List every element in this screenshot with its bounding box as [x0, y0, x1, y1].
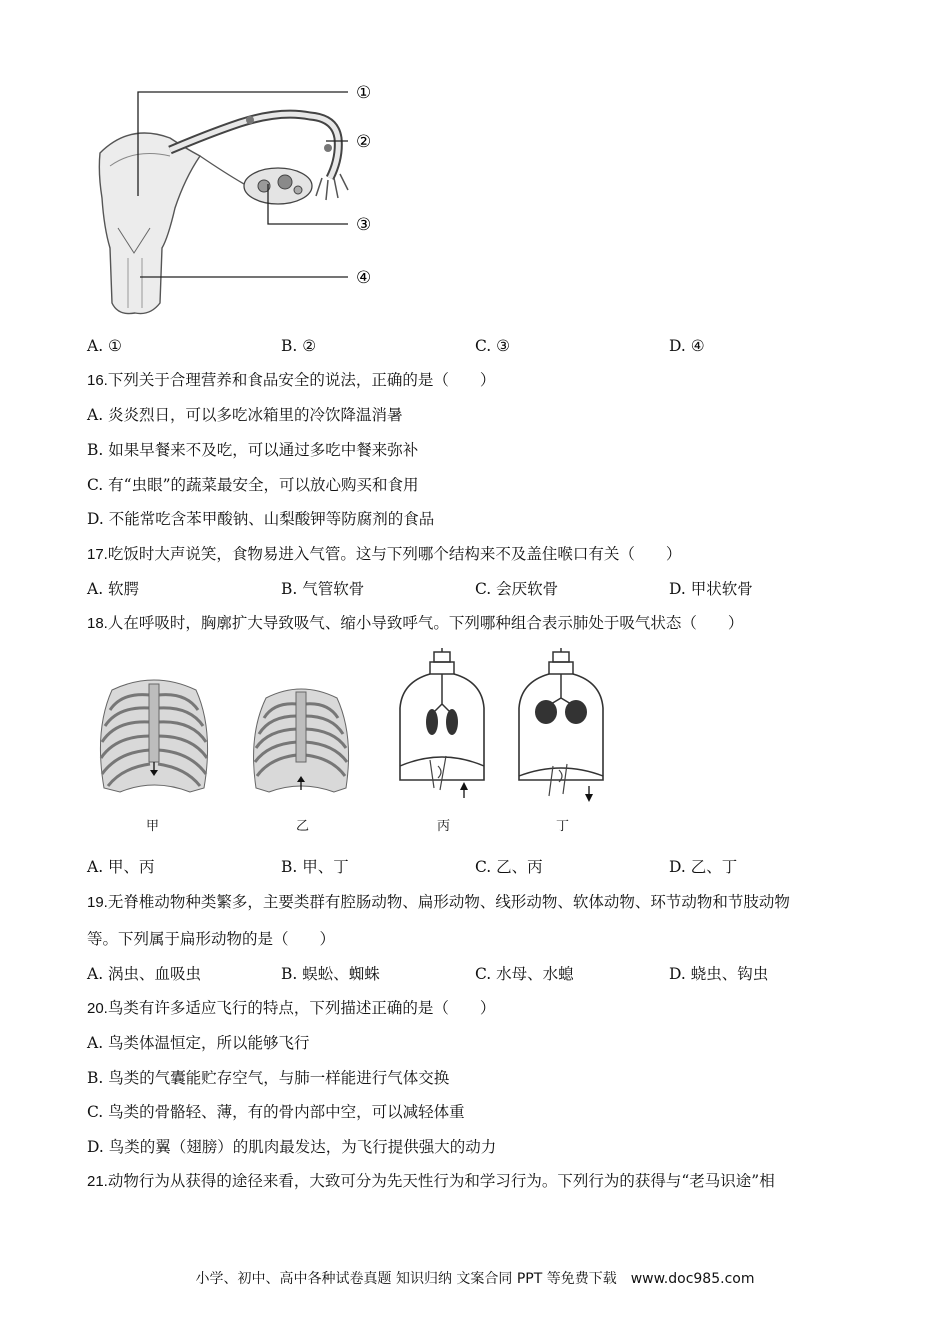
marker-1: ①	[356, 83, 372, 103]
question-16	[87, 370, 495, 391]
page-footer: 小学、初中、高中各种试卷真题 知识归纳 文案合同 PPT 等免费下载 www.doc985.com	[195, 1271, 755, 1287]
question-19	[87, 892, 790, 913]
question-17	[87, 544, 681, 565]
q15-option-d[interactable]: D. ④	[669, 337, 705, 355]
q18-option-b[interactable]: B. 甲、丁	[281, 858, 349, 876]
question-stem: 人在呼吸时，胸廓扩大导致吸气、缩小导致呼气。下列哪种组合表示肺处于吸气状态（ ）	[107, 614, 744, 632]
reproductive-system-figure	[90, 78, 390, 318]
question-number: 18.	[87, 615, 108, 632]
q19-option-d[interactable]: D. 蛲虫、钩虫	[669, 965, 769, 983]
q17-option-b[interactable]: B. 气管软骨	[281, 580, 365, 598]
q17-option-d[interactable]: D. 甲状软骨	[669, 580, 753, 598]
caption-yi: 乙	[296, 819, 310, 834]
question-number: 21.	[87, 1173, 108, 1190]
question-stem: 动物行为从获得的途径来看，大致可分为先天性行为和学习行为。下列行为的获得与“老马识途”相	[107, 1172, 775, 1190]
marker-4: ④	[356, 268, 372, 288]
bell-jar-bing-figure	[394, 648, 494, 803]
caption-ding: 丁	[556, 819, 570, 834]
q17-option-c[interactable]: C. 会厌软骨	[475, 580, 559, 598]
question-19-cont: 等。下列属于扁形动物的是（ ）	[87, 930, 336, 948]
q15-option-c[interactable]: C. ③	[475, 337, 511, 355]
q20-option-c[interactable]: C. 鸟类的骨骼轻、薄，有的骨内部中空，可以减轻体重	[87, 1103, 465, 1121]
marker-2: ②	[356, 132, 372, 152]
q15-option-a[interactable]: A. ①	[87, 337, 122, 355]
bell-jar-ding-figure	[513, 648, 613, 803]
q19-option-a[interactable]: A. 涡虫、血吸虫	[87, 965, 202, 983]
question-number: 17.	[87, 546, 108, 563]
ribcage-jia-figure	[92, 670, 217, 800]
q19-option-c[interactable]: C. 水母、水螅	[475, 965, 574, 983]
q16-option-b[interactable]: B. 如果早餐来不及吃，可以通过多吃中餐来弥补	[87, 441, 419, 459]
question-21	[87, 1171, 775, 1192]
q16-option-a[interactable]: A. 炎炎烈日，可以多吃冰箱里的冷饮降温消暑	[87, 406, 403, 424]
caption-jia: 甲	[146, 819, 160, 834]
question-stem: 鸟类有许多适应飞行的特点，下列描述正确的是（ ）	[107, 999, 496, 1017]
ribcage-yi-figure	[244, 680, 359, 800]
question-number: 19.	[87, 894, 108, 911]
q16-option-c[interactable]: C. 有“虫眼”的蔬菜最安全，可以放心购买和食用	[87, 476, 419, 494]
marker-3: ③	[356, 215, 372, 235]
question-stem: 下列关于合理营养和食品安全的说法，正确的是（ ）	[107, 371, 496, 389]
q19-option-b[interactable]: B. 蜈蚣、蜘蛛	[281, 965, 380, 983]
question-stem: 无脊椎动物种类繁多，主要类群有腔肠动物、扁形动物、线形动物、软体动物、环节动物和节肢动物	[107, 893, 790, 911]
q20-option-d[interactable]: D. 鸟类的翼（翅膀）的肌肉最发达，为飞行提供强大的动力	[87, 1138, 497, 1156]
q15-option-b[interactable]: B. ②	[281, 337, 317, 355]
q18-option-a[interactable]: A. 甲、丙	[87, 858, 155, 876]
q18-option-c[interactable]: C. 乙、丙	[475, 858, 543, 876]
caption-bing: 丙	[437, 819, 451, 834]
question-stem: 吃饭时大声说笑，食物易进入气管。这与下列哪个结构来不及盖住喉口有关（ ）	[107, 545, 682, 563]
question-18	[87, 613, 743, 634]
q20-option-a[interactable]: A. 鸟类体温恒定，所以能够飞行	[87, 1034, 310, 1052]
q17-option-a[interactable]: A. 软腭	[87, 580, 140, 598]
q20-option-b[interactable]: B. 鸟类的气囊能贮存空气，与肺一样能进行气体交换	[87, 1069, 450, 1087]
question-number: 16.	[87, 372, 108, 389]
q16-option-d[interactable]: D. 不能常吃含苯甲酸钠、山梨酸钾等防腐剂的食品	[87, 510, 435, 528]
q18-option-d[interactable]: D. 乙、丁	[669, 858, 738, 876]
question-20	[87, 998, 495, 1019]
question-number: 20.	[87, 1000, 108, 1017]
